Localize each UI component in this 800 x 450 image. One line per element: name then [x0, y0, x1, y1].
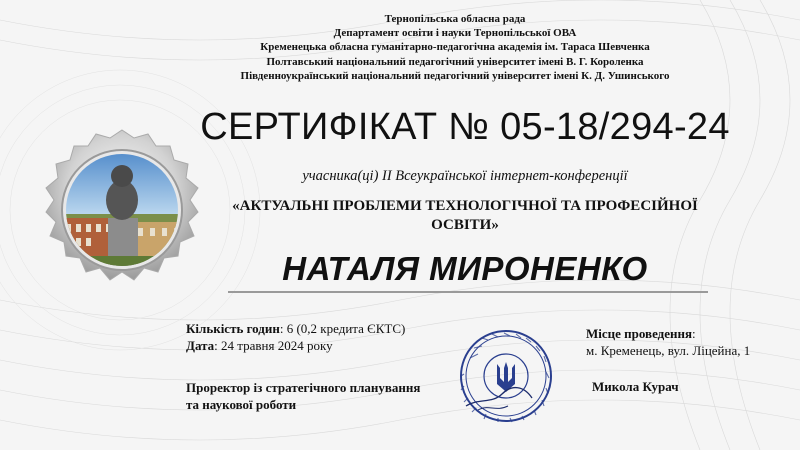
venue-label: Місце проведення: [586, 326, 693, 341]
conference-name-line2: ОСВІТИ»: [431, 217, 499, 233]
header-line-poltava-university: Полтавський національний педагогічний університет імені В. Г. Короленка: [266, 55, 644, 68]
participant-name: НАТАЛЯ МИРОНЕНКО: [282, 250, 648, 287]
issuing-organizations: [200, 12, 710, 83]
certificate-title: СЕРТИФІКАТ № 05-18/294-24: [200, 106, 730, 148]
signer-name: Микола Курач: [592, 379, 679, 394]
signer-position-line2: та наукової роботи: [186, 397, 297, 412]
signer-position: [186, 379, 420, 413]
date-row: [186, 337, 333, 355]
name-underline: [228, 291, 708, 293]
hours-row: [186, 320, 405, 338]
conference-name-line1: «АКТУАЛЬНІ ПРОБЛЕМИ ТЕХНОЛОГІЧНОЇ ТА ПРОФЕСІЙНОЇ: [232, 198, 698, 214]
conference-name: [200, 197, 730, 235]
hours-value: : 6 (0,2 кредита ЄКТС): [279, 321, 406, 336]
signer-position-line1: Проректор із стратегічного планування: [186, 380, 421, 395]
header-line-oblast-council: Тернопільська обласна рада: [384, 13, 526, 25]
participant-subtitle: учасника(ці) ІІ Всеукраїнської інтернет-конференції: [302, 168, 628, 184]
header-line-education-department: Департамент освіти і науки Тернопільської ОВА: [333, 27, 577, 40]
official-stamp: [458, 328, 554, 424]
hours-label: Кількість годин: [186, 321, 280, 336]
venue-colon: :: [692, 326, 696, 341]
date-value: : 24 травня 2024 року: [214, 338, 333, 353]
header-line-south-ukrainian-university: Південноукраїнський національний педагогічний університет імені К. Д. Ушинського: [240, 69, 670, 82]
venue-value: м. Кременець, вул. Ліцейна, 1: [586, 343, 751, 358]
academy-medallion-emblem: [38, 126, 206, 294]
date-label: Дата: [186, 338, 215, 353]
venue-label-row: [586, 325, 696, 343]
header-line-kremenets-academy: Кременецька обласна гуманітарно-педагогічна академія ім. Тараса Шевченка: [260, 41, 650, 54]
